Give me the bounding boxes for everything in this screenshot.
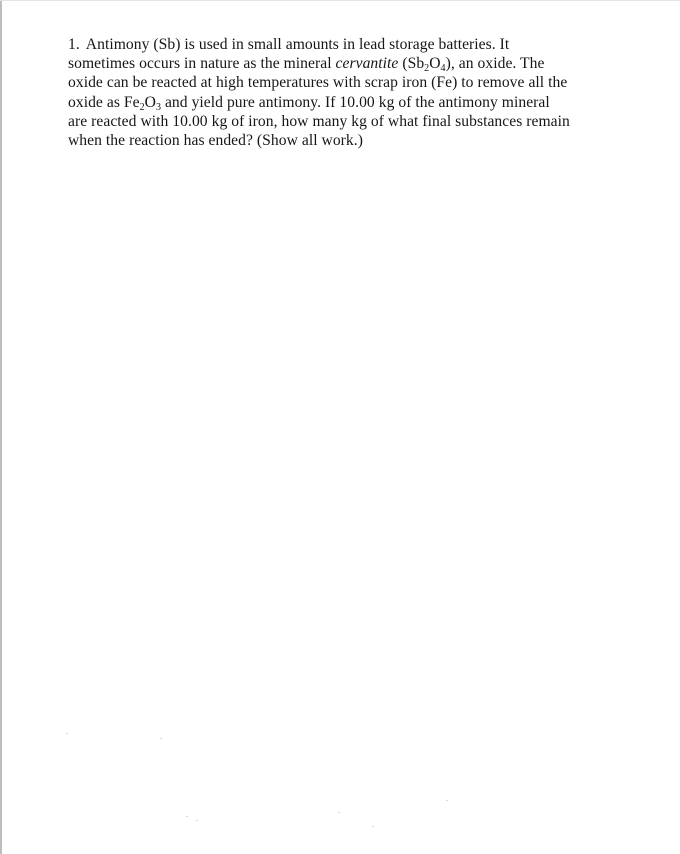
problem-text-segment: Antimony (Sb) is used in small amounts in lead storage batteries. It (85, 36, 510, 53)
scan-speck (66, 733, 68, 734)
scan-speck (196, 820, 198, 821)
scan-speck (372, 826, 374, 827)
formula-subscript: 4 (440, 63, 446, 75)
problem-number: 1. (68, 36, 80, 53)
problem-line (68, 35, 648, 54)
problem-line (68, 93, 648, 112)
problem-text-segment: oxide as Fe (68, 93, 140, 111)
formula-subscript: 3 (155, 101, 162, 113)
problem-text-segment: and yield pure antimony. If 10.00 kg of the antimony mineral (161, 93, 550, 111)
scan-speck (446, 800, 448, 801)
scan-speck (338, 812, 340, 813)
problem-text-segment: sometimes occurs in nature as the mineral (68, 55, 336, 73)
scan-top-edge (0, 0, 680, 1)
problem-text-segment: ), an oxide. The (445, 55, 545, 73)
problem-text-segment: oxide can be reacted at high temperatures with scrap iron (Fe) to remove all the (68, 74, 568, 92)
scan-speck (160, 738, 162, 739)
problem-line (68, 112, 648, 131)
scan-speck (186, 816, 188, 817)
problem-line (68, 131, 648, 150)
problem-text-segment: when the reaction has ended? (Show all work.) (68, 132, 363, 150)
problem-line (68, 54, 648, 73)
formula-subscript: 2 (139, 101, 145, 113)
problem-text-segment: O (144, 93, 156, 111)
formula-subscript: 2 (424, 63, 430, 75)
problem-line (68, 73, 648, 92)
problem-text-segment: (Sb (398, 55, 425, 73)
problem-1 (68, 35, 648, 150)
problem-text-segment: O (429, 55, 441, 73)
mineral-name: cervantite (335, 55, 399, 73)
problem-text-segment: are reacted with 10.00 kg of iron, how many kg of what final substances remain (68, 112, 570, 130)
scan-left-edge (0, 0, 2, 854)
